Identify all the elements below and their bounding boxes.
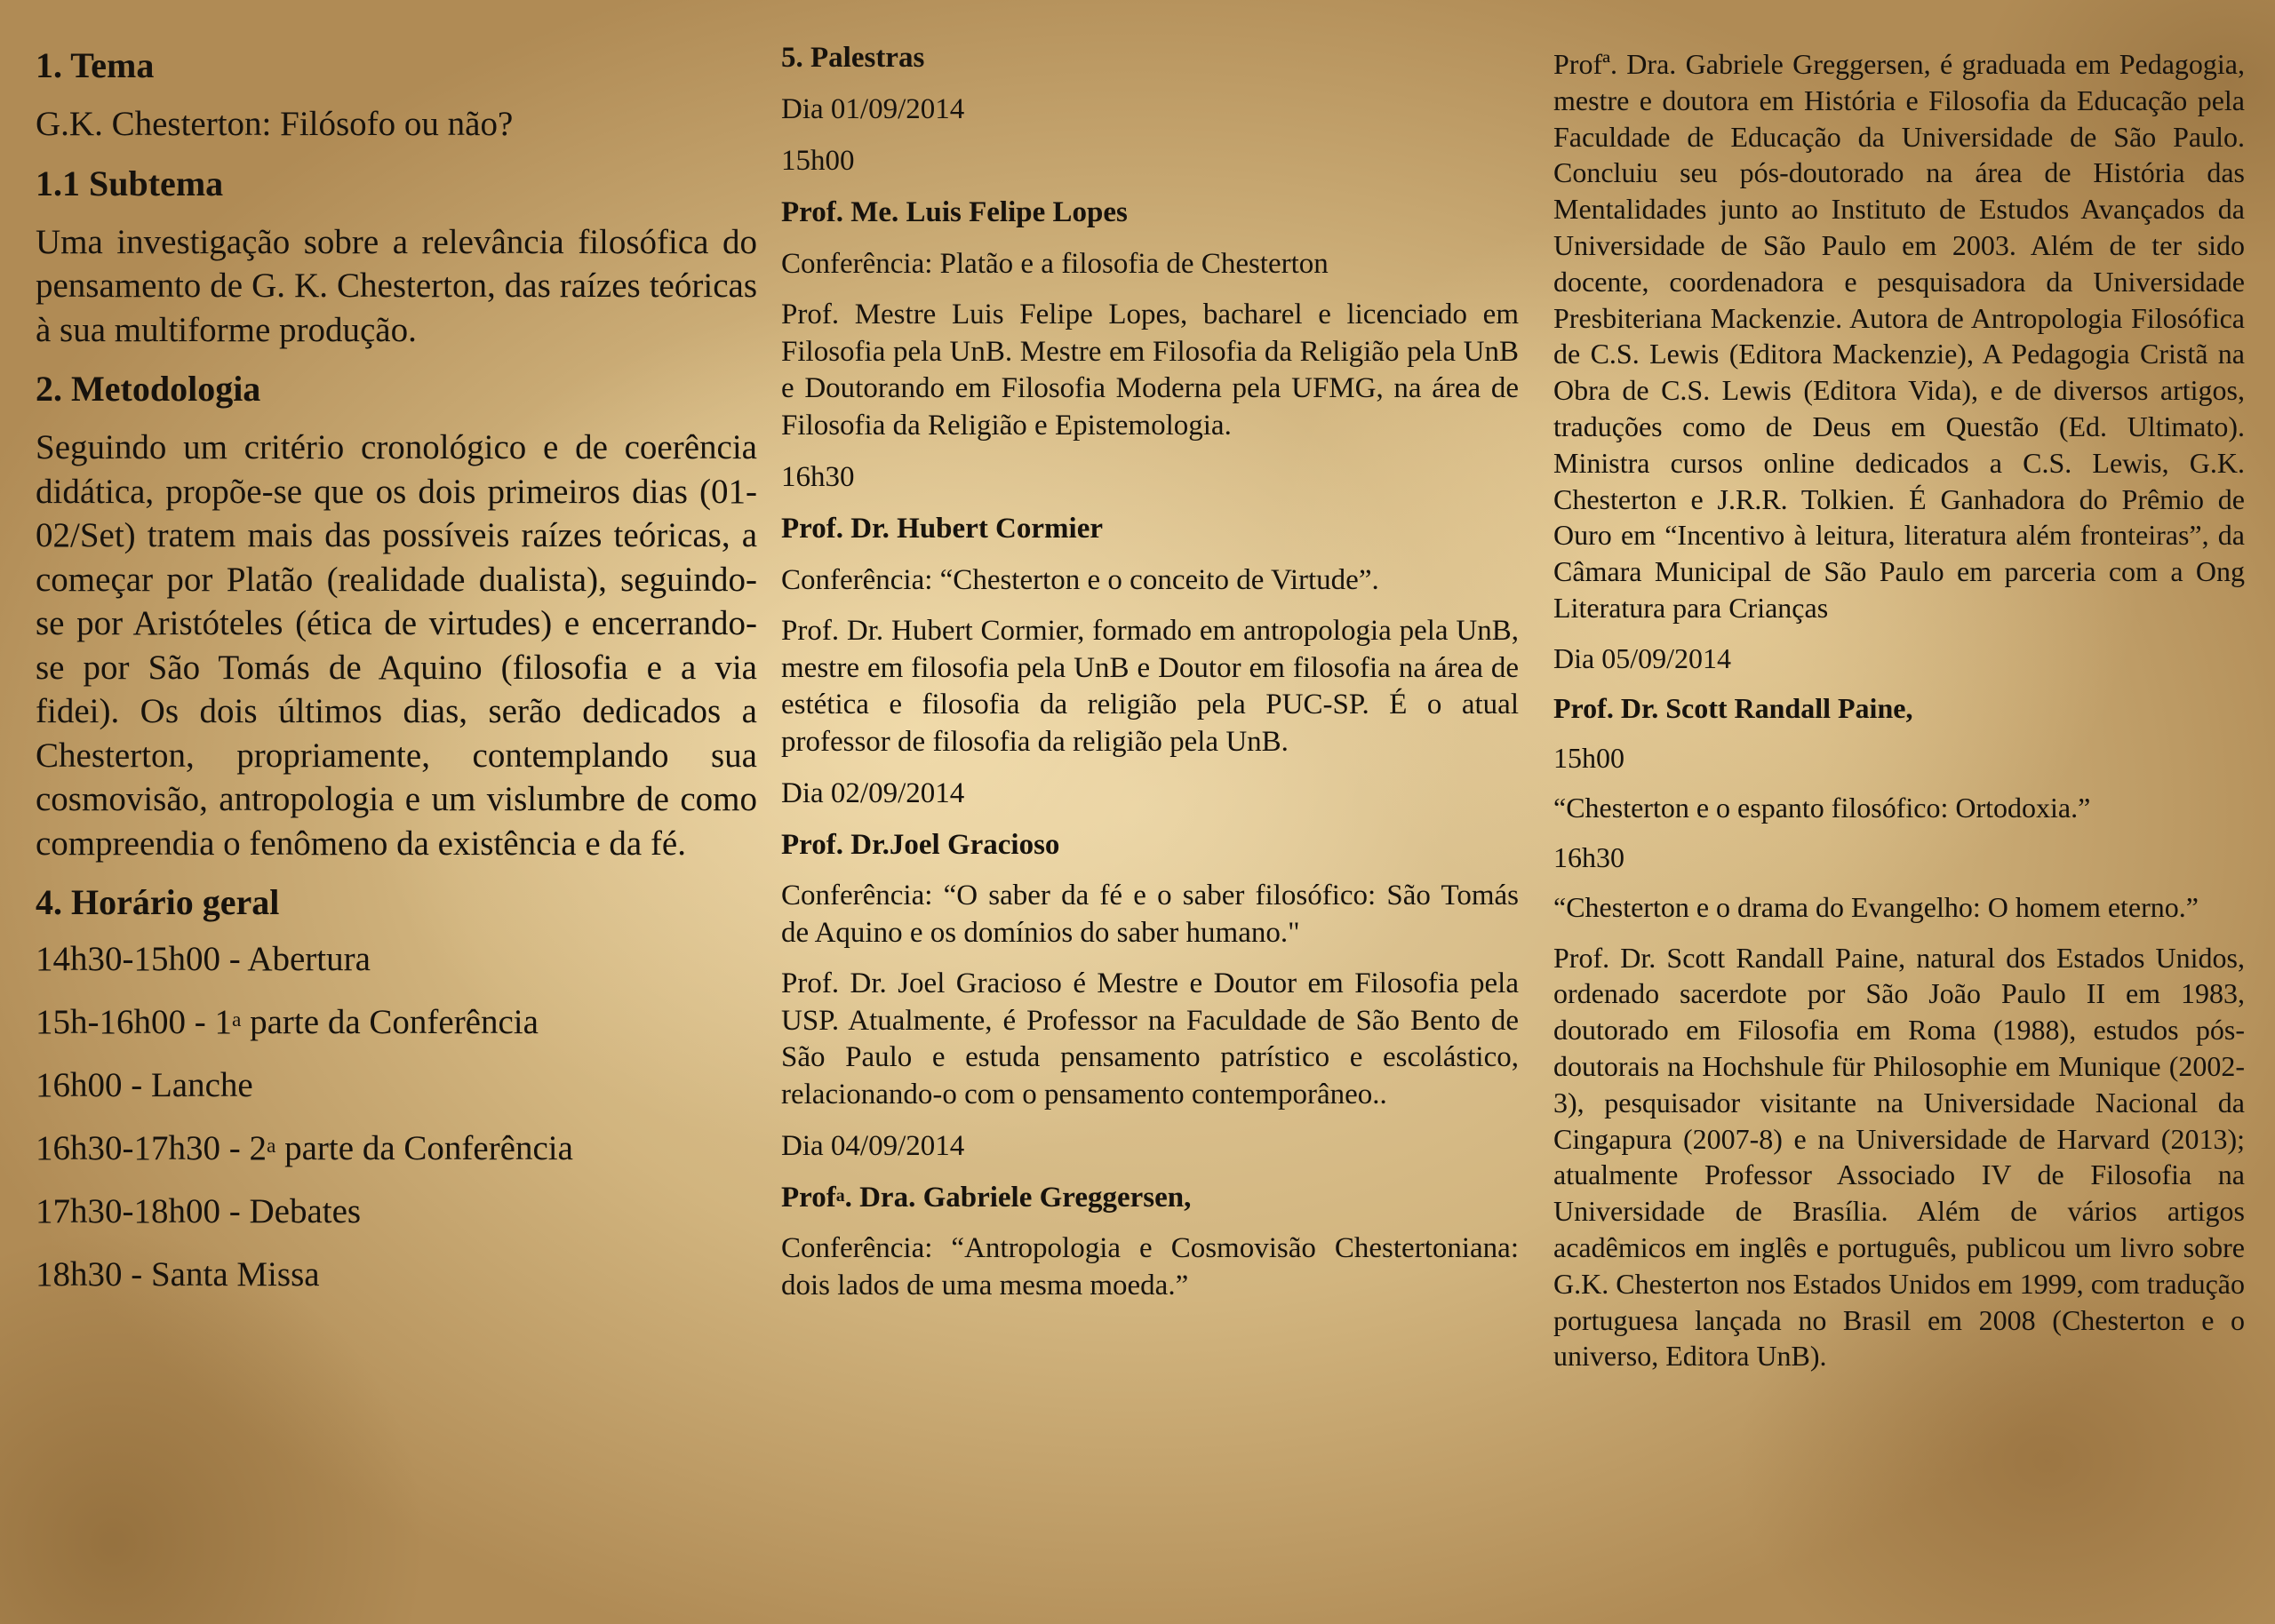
- schedule-item: 16h30-17h30 - 2$^a$ parte da Conferência: [36, 1129, 573, 1167]
- column-right: [1553, 46, 2245, 1389]
- palestras-heading: 5. Palestras: [781, 42, 925, 74]
- speaker-bio: Profª. Dra. Gabriele Greggersen, é graduada em Pedagogia, mestre e doutora em História e Filosofia da Educação pela Faculdade de Educação da Universidade de São Paulo. Concluiu seu pós-doutorado na área de História das Mentalidades junto ao Instituto de Estudos Avançados da Universidade de São Paulo em 2003. Além de ter sido docente, coordenadora e pesquisadora da Universidade Presbiteriana Mackenzie. Autora de Antropologia Filosófica de C.S. Lewis (Editora Mackenzie), A Pedagogia Cristã na Obra de C.S. Lewis (Editora Vida), e de diversos artigos, traduções como de Deus em Questão (Ed. Ultimato). Ministra cursos online dedicados a C.S. Lewis, G.K. Chesterton e J.R.R. Tolkien. É Ganhadora do Prêmio de Ouro em “Incentivo à leitura, literatura além fronteiras”, da Câmara Municipal de São Paulo em parceria com a Ong Literatura para Crianças: [1553, 48, 2245, 624]
- speaker-bio: Prof. Mestre Luis Felipe Lopes, bacharel e licenciado em Filosofia pela UnB. Mestre em Filosofia da Religião pela UnB e Doutorando em Filosofia Moderna pela UFMG, na área de Filosofia da Religião e Epistemologia.: [781, 299, 1519, 442]
- conference-title: “Chesterton e o espanto filosófico: Ortodoxia.”: [1553, 791, 2091, 824]
- day-date: Dia 05/09/2014: [1553, 641, 1731, 674]
- column-middle: [781, 39, 1519, 1318]
- session-time: 15h00: [1553, 741, 1624, 774]
- speaker-name: Prof. Dr.Joel Gracioso: [781, 829, 1060, 861]
- speaker-bio: Prof. Dr. Scott Randall Paine, natural dos Estados Unidos, ordenado sacerdote por São João Paulo II em 1983, doutorado em Filosofia em Roma (1988), estudos pós-doutorais na Hochshule für Philosophie em Munique (2002-3), pesquisador visitante na Universidade Nacional da Cingapura (2007-8) e na Universidade de Harvard (2013); atualmente Professor Associado IV de Filosofia na Universidade de Brasília. Além de vários artigos acadêmicos em inglês e português, publicou um livro sobre G.K. Chesterton nos Estados Unidos em 1999, com tradução portuguesa lançada no Brasil em 2008 (Chesterton e o universo, Editora UnB).: [1553, 941, 2245, 1373]
- schedule-item: 16h00 - Lanche: [36, 1066, 253, 1104]
- conference-title: Conferência: “O saber da fé e o saber filosófico: São Tomás de Aquino e os domínios do saber humano.": [781, 880, 1519, 949]
- conference-title: “Chesterton e o drama do Evangelho: O homem eterno.”: [1553, 890, 2199, 923]
- conference-title: Conferência: “Chesterton e o conceito de Virtude”.: [781, 564, 1379, 596]
- subtema-heading: 1.1 Subtema: [36, 163, 224, 203]
- schedule-item: 14h30-15h00 - Abertura: [36, 940, 371, 978]
- session-time: 15h00: [781, 145, 855, 177]
- speaker-name: Prof. Dr. Hubert Cormier: [781, 513, 1103, 545]
- tema-heading: 1. Tema: [36, 45, 155, 85]
- session-time: 16h30: [781, 461, 855, 493]
- conference-title: Conferência: Platão e a filosofia de Chesterton: [781, 248, 1329, 280]
- day-date: Dia 04/09/2014: [781, 1130, 965, 1162]
- schedule-item: 15h-16h00 - 1$^a$ parte da Conferência: [36, 1003, 539, 1041]
- metodologia-text: Seguindo um critério cronológico e de coerência didática, propõe-se que os dois primeiros dias (01-02/Set) tratem mais das possíveis raízes teóricas, a começar por Platão (realidade dualista), seguindo-se por Aristóteles (ética de virtudes) e encerrando-se por São Tomás de Aquino (filosofia e a via fidei). Os dois últimos dias, serão dedicados a Chesterton, propriamente, contemplando sua cosmovisão, antropologia e um vislumbre de como compreendia o fenômeno da existência e da fé.: [36, 428, 757, 863]
- tema-text: G.K. Chesterton: Filósofo ou não?: [36, 105, 514, 143]
- speaker-name: Prof$^a$. Dra. Gabriele Greggersen,: [781, 1182, 1192, 1214]
- schedule-item: 18h30 - Santa Missa: [36, 1255, 320, 1294]
- schedule-item: 17h30-18h00 - Debates: [36, 1192, 362, 1230]
- metodologia-heading: 2. Metodologia: [36, 369, 261, 409]
- day-date: Dia 02/09/2014: [781, 777, 965, 809]
- speaker-bio: Prof. Dr. Hubert Cormier, formado em antropologia pela UnB, mestre em filosofia pela UnB e Doutor em filosofia na área de estética e filosofia da religião pela PUC-SP. É o atual professor de filosofia da religião pela UnB.: [781, 615, 1519, 758]
- column-left: [36, 36, 757, 1318]
- speaker-name: Prof. Dr. Scott Randall Paine,: [1553, 691, 1913, 724]
- subtema-text: Uma investigação sobre a relevância filosófica do pensamento de G. K. Chesterton, das raízes teóricas à sua multiforme produção.: [36, 222, 757, 349]
- speaker-name: Prof. Me. Luis Felipe Lopes: [781, 196, 1128, 228]
- conference-title: Conferência: “Antropologia e Cosmovisão Chestertoniana: dois lados de uma mesma moeda.”: [781, 1232, 1519, 1302]
- horario-heading: 4. Horário geral: [36, 882, 280, 922]
- session-time: 16h30: [1553, 840, 1624, 873]
- speaker-bio: Prof. Dr. Joel Gracioso é Mestre e Doutor em Filosofia pela USP. Atualmente, é Professor na Faculdade de São Bento de São Paulo e estuda pensamento patrístico e escolástico, relacionando-o com o pensamento contemporâneo..: [781, 967, 1519, 1111]
- day-date: Dia 01/09/2014: [781, 93, 965, 125]
